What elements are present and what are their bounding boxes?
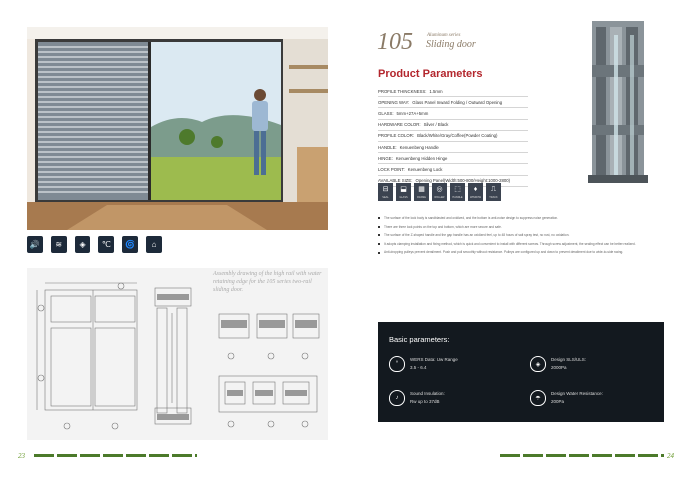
param-value: Opening Panel(Width:500-800/Height:1000-2800)	[415, 178, 511, 184]
param-label: LOCK POINT:	[378, 166, 405, 172]
water-icon: ☂	[530, 390, 546, 406]
feature-icons-row	[27, 236, 162, 252]
bullet-item: There are three lock points on the top and bottom, which are more secure and safe.	[378, 223, 668, 232]
page-number-left: 23	[18, 452, 25, 460]
bullet-item: Anti-dropping pulleys prevent derailment. Push and pull smoothly without resistance. Pulleys are configured up and down to prevent derailment due to wide-to-side swing.	[378, 248, 668, 257]
bullet-item: It adopts clamping installation and fixing method, which is quick and convenient to install with different screws. Through screw adjustment, the sealing effect can be better realized.	[378, 240, 668, 249]
param-value: Black/White/Gray/Coffee(Powder Coating)	[417, 133, 498, 139]
param-row	[378, 97, 528, 108]
basic-item-value: 200Pa	[551, 399, 565, 404]
basic-item-wers	[389, 356, 458, 372]
seal-icon: ⊟ SEAL	[378, 183, 393, 201]
param-value: Kenuenbeng Handle	[399, 144, 439, 150]
param-label: HINGE:	[378, 155, 393, 161]
param-label: HANDLE:	[378, 144, 397, 150]
basic-item-value: 3.5 - 6.4	[410, 365, 427, 370]
footer-stripe-right	[500, 454, 664, 457]
basic-item-label: Sound Insulation:	[410, 391, 445, 396]
param-value: Silver / Black	[423, 122, 449, 128]
series-subtitle: Aluminum series	[427, 33, 461, 38]
series-number: 105	[377, 29, 413, 55]
basic-item-value: Rw up to 37dB	[410, 399, 440, 404]
basic-parameters-panel	[378, 322, 664, 422]
basic-title: Basic parameters:	[389, 335, 450, 344]
profile-render	[588, 15, 650, 185]
basic-item-design-sls	[530, 356, 586, 372]
param-value: Kenuenbeng Lock	[407, 166, 443, 172]
param-row	[378, 153, 528, 164]
param-label: AVAILABLE SIZE:	[378, 178, 413, 184]
param-row	[378, 142, 528, 153]
param-row	[378, 120, 528, 131]
basic-item-label: Design Water Resistance:	[551, 391, 603, 396]
params-table	[378, 86, 528, 187]
param-row	[378, 164, 528, 175]
param-label: PROFILE THINCKNESS:	[378, 88, 427, 94]
product-photo	[27, 27, 328, 230]
param-row	[378, 86, 528, 97]
temperature-icon: ℃	[98, 236, 114, 253]
basic-item-water	[530, 390, 603, 406]
wind-load-icon: ◈	[530, 356, 546, 372]
basic-item-value: 2000Pa	[551, 365, 567, 370]
component-icons-row	[378, 183, 501, 201]
param-value: Glass Panel Inward Folding / Outward Opening	[412, 99, 503, 105]
bullet-item: The surface of the lock body is sandblasted and oxidized, and the bottom is anti-noise design to suppress noise generation.	[378, 214, 668, 223]
security-icon: ◈	[75, 236, 91, 253]
param-row	[378, 108, 528, 119]
thermal-icon: °	[389, 356, 405, 372]
track-icon: ⎍ TRACK	[486, 183, 501, 201]
basic-item-label: Design SLS/ULS:	[551, 357, 587, 362]
sound-insulation-icon: 🔊	[27, 236, 43, 253]
param-value: 5mm+27A+5mm	[396, 110, 429, 116]
handle-icon: ⬚ HANDLE	[450, 183, 465, 201]
basic-item-label: WERS Data: Uw Range	[410, 357, 458, 362]
param-label: HARDWARE COLOR:	[378, 122, 421, 128]
drawing-caption: Assembly drawing of the high rail with water retaining edge for the 105 series two-rail sliding door.	[213, 271, 322, 293]
param-label: PROFILE COLOR:	[378, 133, 415, 139]
sound-icon: ♪	[389, 390, 405, 406]
param-value: Kenuenbeng Hidden Hinge	[395, 155, 448, 161]
page-number-right: 24	[667, 452, 674, 460]
params-title: Product Parameters	[378, 68, 483, 80]
glass-icon: ⬓ GLASS	[396, 183, 411, 201]
param-row	[378, 131, 528, 142]
basic-item-sound	[389, 390, 445, 406]
bullet-item: The surface of the Z-shaped handle and the gap handle has an oxidized feel, up to 48 hours of salt spray test, no rust, no oxidation.	[378, 231, 668, 240]
wind-resistance-icon: 🌀	[122, 236, 138, 253]
water-resistance-icon: ≋	[51, 236, 67, 253]
frame-icon: ▦ FRAME	[414, 183, 429, 201]
series-name: Sliding door	[426, 39, 476, 50]
feature-bullets	[378, 214, 668, 257]
roller-icon: ◎ ROLLER	[432, 183, 447, 201]
param-label: GLASS:	[378, 110, 394, 116]
footer-stripe-left	[34, 454, 197, 457]
thermal-icon: ⌂	[146, 236, 162, 253]
param-value: 1.5mm	[429, 88, 443, 94]
window-icon: ♦ WINDOW	[468, 183, 483, 201]
param-label: OPENING WAY:	[378, 99, 410, 105]
